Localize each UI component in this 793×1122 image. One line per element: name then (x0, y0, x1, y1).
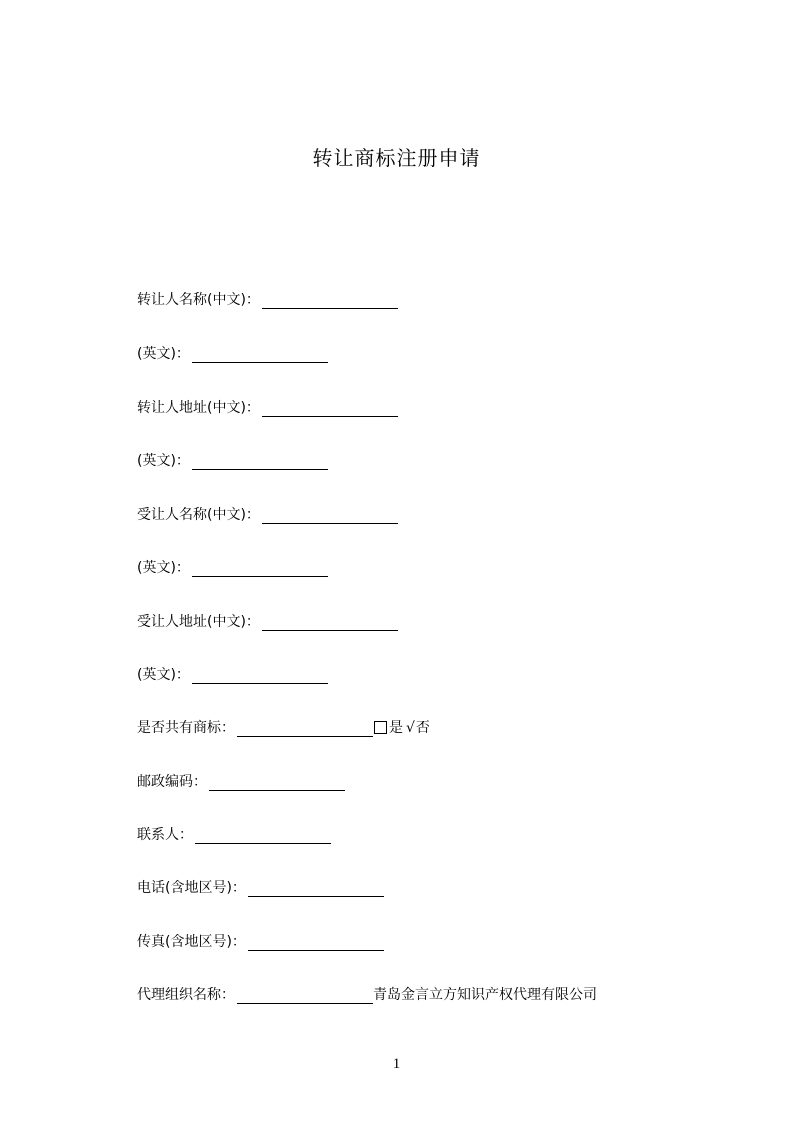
fax-field (137, 933, 384, 951)
yes-checkbox[interactable] (374, 721, 387, 734)
assignee-name-cn-field (137, 506, 398, 524)
field-label: 受让人名称(中文)： (137, 507, 260, 523)
fill-in-blank[interactable] (192, 348, 328, 363)
fill-in-blank[interactable] (248, 936, 384, 951)
field-label: 邮政编码： (137, 774, 207, 790)
assignor-address-en-field (137, 452, 328, 470)
fill-in-blank[interactable] (195, 829, 331, 844)
assignor-name-en-field (137, 345, 328, 363)
assignee-address-cn-field (137, 613, 398, 631)
field-label: (英文)： (137, 453, 190, 469)
field-label: (英文)： (137, 560, 190, 576)
fill-in-blank[interactable] (192, 455, 328, 470)
field-label: 转让人地址(中文)： (137, 400, 260, 416)
check-mark-icon[interactable]: √ (406, 720, 415, 736)
assignee-name-en-field (137, 559, 328, 577)
fill-in-blank[interactable] (237, 722, 373, 737)
fill-in-blank[interactable] (248, 882, 384, 897)
contact-person-field (137, 826, 331, 844)
fill-in-blank[interactable] (237, 989, 373, 1004)
document-title: 转让商标注册申请 (312, 146, 481, 170)
fill-in-blank[interactable] (192, 669, 328, 684)
fill-in-blank[interactable] (262, 509, 398, 524)
field-label: (英文)： (137, 346, 190, 362)
field-label: 转让人名称(中文)： (137, 292, 260, 308)
fill-in-blank[interactable] (262, 402, 398, 417)
assignor-name-cn-field (137, 291, 398, 309)
agent-organization-field (137, 986, 597, 1004)
no-label: 否 (415, 720, 430, 736)
field-label: (英文)： (137, 667, 190, 683)
fill-in-blank[interactable] (192, 562, 328, 577)
agent-organization-name: 青岛金言立方知识产权代理有限公司 (373, 987, 597, 1003)
page-number: 1 (392, 1056, 401, 1072)
yes-label: 是 (389, 720, 403, 736)
fill-in-blank[interactable] (209, 776, 345, 791)
phone-field (137, 879, 384, 897)
assignor-address-cn-field (137, 399, 398, 417)
field-label: 代理组织名称： (137, 987, 235, 1003)
postcode-field (137, 773, 345, 791)
assignee-address-en-field (137, 666, 328, 684)
fill-in-blank[interactable] (262, 616, 398, 631)
field-label: 联系人： (137, 827, 193, 843)
field-label: 是否共有商标： (137, 720, 235, 736)
field-label: 电话(含地区号)： (137, 880, 246, 896)
field-label: 传真(含地区号)： (137, 934, 246, 950)
field-label: 受让人地址(中文)： (137, 614, 260, 630)
fill-in-blank[interactable] (262, 294, 398, 309)
shared-trademark-field (137, 719, 430, 737)
